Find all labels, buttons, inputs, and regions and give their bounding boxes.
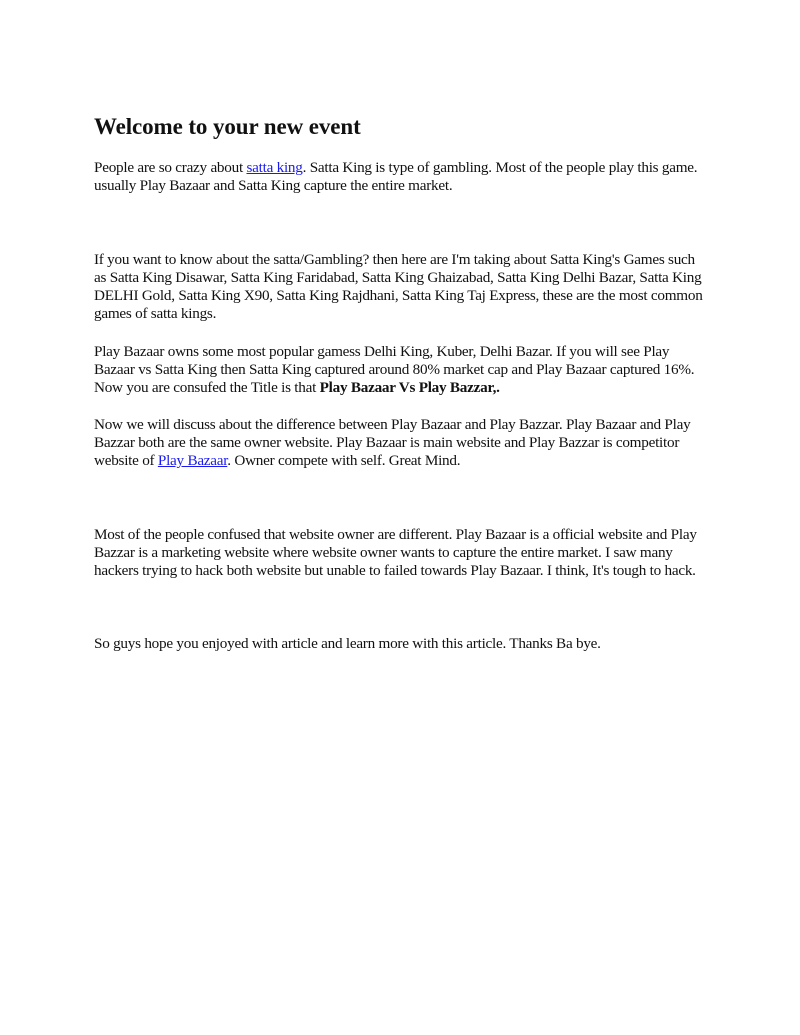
intro-text-after: . Satta King is type of gambling. Most of the people play this game. usually Play Bazaar and Satta King capture the entire market. — [94, 159, 698, 195]
intro-paragraph — [94, 159, 710, 196]
page-title: Welcome to your new event — [94, 114, 361, 139]
market-bold-title: Play Bazaar Vs Play Bazzar,. — [319, 379, 500, 397]
confusion-paragraph: Most of the people confused that website owner are different. Play Bazaar is a official website and Play Bazzar is a marketing website where website owner wants to capture the entire market. I saw many hackers trying to hack both website but unable to failed towards Play Bazaar. I think, It's tough to hack. — [94, 525, 697, 580]
market-text: Play Bazaar owns some most popular gamess Delhi King, Kuber, Delhi Bazar. If you will see Play Bazaar vs Satta King then Satta King captured around 80% market cap and Play Bazaar captured 16%. Now you are consufed the Title is that — [94, 342, 695, 397]
closing-paragraph: So guys hope you enjoyed with article and learn more with this article. Thanks Ba bye. — [94, 635, 601, 653]
play-bazaar-link[interactable]: Play Bazaar — [157, 452, 228, 470]
difference-text-after: . Owner compete with self. Great Mind. — [227, 452, 461, 470]
games-paragraph: If you want to know about the satta/Gambling? then here are I'm taking about Satta King's Games such as Satta King Disawar, Satta King Faridabad, Satta King Ghaizabad, Satta King Delhi Bazar, Satta King DELHI Gold, Satta King X90, Satta King Rajdhani, Satta King Taj Express, these are the most common games of satta kings. — [94, 250, 703, 323]
intro-text-before: People are so crazy about — [94, 159, 247, 176]
market-paragraph — [94, 343, 710, 398]
satta-king-link[interactable]: satta king — [246, 159, 303, 176]
difference-paragraph — [94, 416, 710, 471]
difference-text-before: Now we will discuss about the difference between Play Bazaar and Play Bazzar. Play Bazaar and Play Bazzar both are the same owner website. Play Bazaar is main website and Play Bazzar is competitor website of — [94, 415, 691, 470]
document-page — [94, 112, 710, 654]
